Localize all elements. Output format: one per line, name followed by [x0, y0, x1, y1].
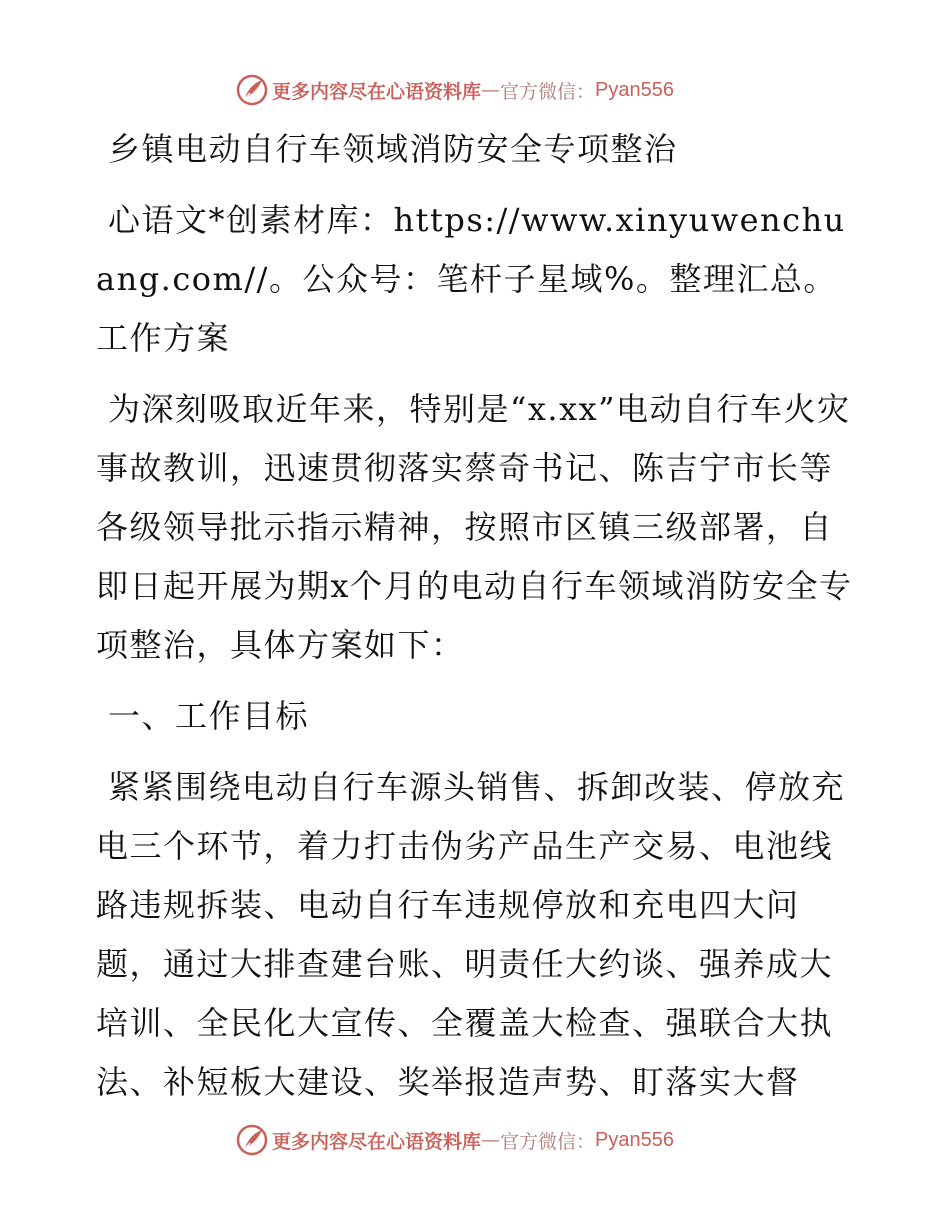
section-heading: 一、工作目标: [108, 697, 310, 735]
document-body: [96, 120, 856, 1112]
watermark-brand-text: 更多内容尽在心语资料库: [272, 1130, 482, 1153]
watermark-brand-text: 更多内容尽在心语资料库: [272, 80, 482, 103]
source-line: 心语文*创素材库：https://www.xinyuwenchuang.com//。公众号：笔杆子星域%。整理汇总。工作方案: [96, 201, 846, 357]
watermark-contact-label: 官方微信：: [500, 80, 596, 103]
intro-paragraph: 为深刻吸取近年来，特别是“x.xx”电动自行车火灾事故教训，迅速贯彻落实蔡奇书记、陈吉宁市长等各级领导批示指示精神，按照市区镇三级部署，自即日起开展为期x个月的电动自行车领域消防安全专项整治，具体方案如下：: [96, 390, 853, 664]
watermark-contact-id: Pyan556: [595, 1128, 674, 1151]
watermark-separator: —: [481, 79, 501, 101]
footer-watermark: [236, 1122, 674, 1158]
feather-pen-logo-icon: [236, 74, 268, 106]
watermark-contact-id: Pyan556: [595, 78, 674, 101]
header-watermark: [236, 72, 674, 108]
watermark-contact-label: 官方微信：: [500, 1130, 596, 1153]
document-title: 乡镇电动自行车领域消防安全专项整治: [108, 130, 678, 168]
body-paragraph: 紧紧围绕电动自行车源头销售、拆卸改装、停放充电三个环节，着力打击伪劣产品生产交易、电池线路违规拆装、电动自行车违规停放和充电四大问题，通过大排查建台账、明责任大约谈、强养成大培训、全民化大宣传、全覆盖大检查、强联合大执法、补短板大建设、奖举报造声势、盯落实大督: [96, 768, 846, 1101]
watermark-separator: —: [481, 1129, 501, 1151]
feather-pen-logo-icon: [236, 1124, 268, 1156]
